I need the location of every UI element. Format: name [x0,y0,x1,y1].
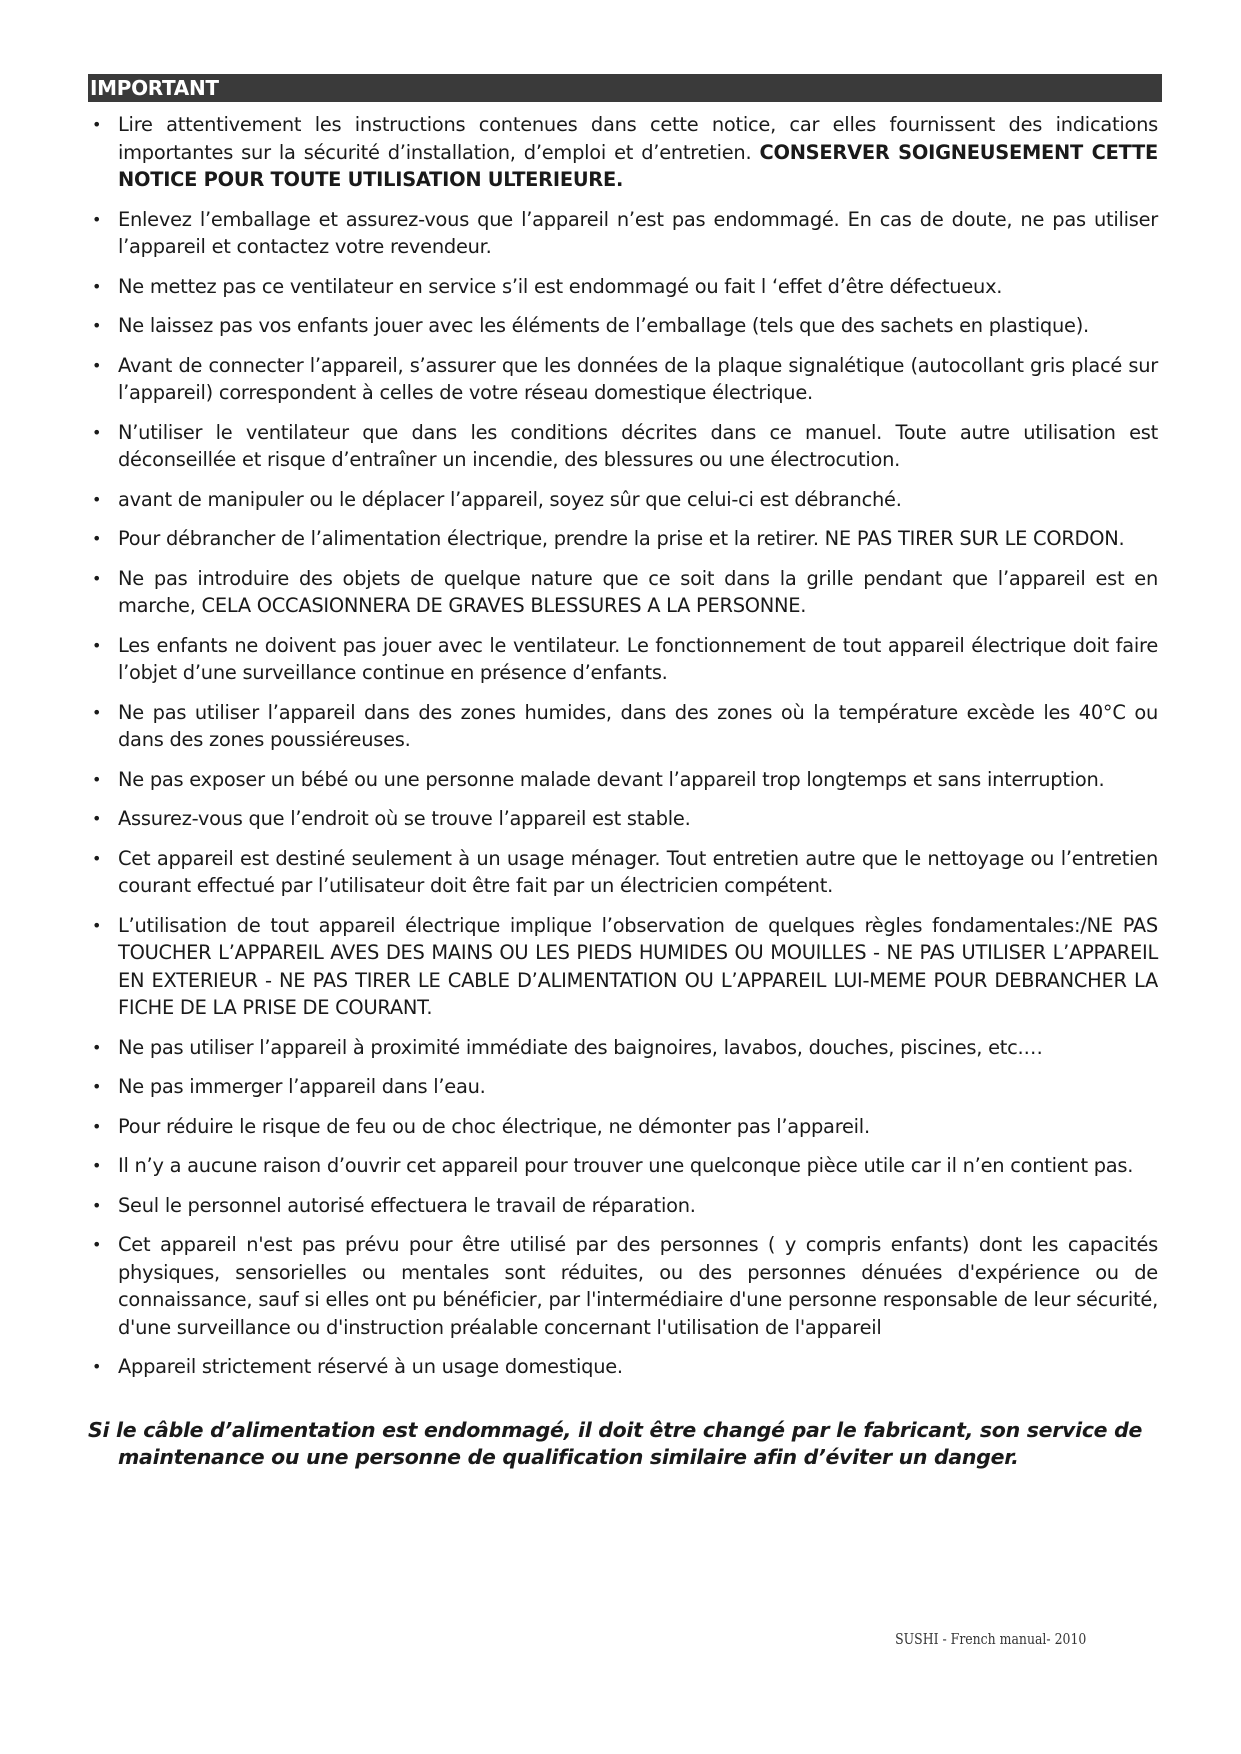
list-item-text: avant de manipuler ou le déplacer l’appareil, soyez sûr que celui-ci est débranché. [118,487,902,511]
list-item [88,912,1162,1022]
list-item-text: N’utiliser le ventilateur que dans les conditions décrites dans ce manuel. Toute autre utilisation est déconseillée et risque d’entraîner un incendie, des blessures ou une électrocution. [118,420,1158,471]
section-header: IMPORTANT [88,74,1162,102]
instruction-list [88,111,1162,1381]
list-item-text: Assurez-vous que l’endroit où se trouve l’appareil est stable. [118,807,691,830]
bullet-icon: • [92,809,102,828]
list-item [88,206,1162,261]
list-item-text: Seul le personnel autorisé effectuera le travail de réparation. [118,1193,696,1217]
list-item [88,1073,1162,1101]
bullet-icon: • [92,635,102,655]
list-item-text: L’utilisation de tout appareil électrique implique l’observation de quelques règles fondamentales:/NE PAS TOUCHER L’APPAREIL AVES DES MAINS OU LES PIEDS HUMIDES OU MOUILLES - NE PAS UTILISER L’APPAREIL EN EXTERIEUR - NE PAS TIRER LE CABLE D’ALIMENTATION OU L’APPAREIL LUI-MEME POUR DEBRANCHER LA FICHE DE LA PRISE DE COURANT. [118,913,1158,1019]
bullet-icon: • [92,769,102,789]
list-item-text: Cet appareil n'est pas prévu pour être utilisé par des personnes ( y compris enfants) dont les capacités physiques, sensorielles ou mentales sont réduites, ou des personnes dénuées d'expérience ou de connaissance, sauf si elles ont pu bénéficier, par l'intermédiaire d'une personne responsable de leur sécurité, d'une surveillance ou d'instruction préalable concernant l'utilisation de l'appareil [118,1233,1158,1339]
list-item-text: Il n’y a aucune raison d’ouvrir cet appareil pour trouver une quelconque pièce utile car il n’en contient pas. [118,1154,1134,1177]
list-item-text: Ne laissez pas vos enfants jouer avec les éléments de l’emballage (tels que des sachets en plastique). [118,314,1089,337]
bullet-icon: • [92,209,102,229]
list-item-text: Pour débrancher de l’alimentation électrique, prendre la prise et la retirer. NE PAS TIRER SUR LE CORDON. [118,527,1125,550]
bullet-icon: • [92,848,102,868]
bullet-icon: • [92,355,102,375]
list-item-text: Ne pas exposer un bébé ou une personne malade devant l’appareil trop longtemps et sans interruption. [118,767,1105,791]
list-item [88,805,1162,833]
bullet-icon: • [92,1077,102,1096]
bullet-icon: • [92,1037,102,1057]
list-item [88,525,1162,553]
list-item [88,1353,1162,1381]
list-item-text: Appareil strictement réservé à un usage domestique. [118,1355,623,1378]
bullet-icon: • [92,422,102,442]
list-item [88,419,1162,474]
bullet-icon: • [92,1195,102,1215]
bullet-icon: • [92,1235,102,1254]
list-item-text: Les enfants ne doivent pas jouer avec le ventilateur. Le fonctionnement de tout appareil électrique doit faire l’objet d’une surveillance continue en présence d’enfants. [118,633,1158,684]
bullet-icon: • [92,115,102,134]
bullet-icon: • [92,276,102,296]
list-item [88,699,1162,754]
list-item [88,1034,1162,1062]
list-item-text: Ne pas immerger l’appareil dans l’eau. [118,1075,486,1098]
list-item-text: Lire attentivement les instructions contenues dans cette notice, car elles fournissent des indications importantes sur la sécurité d’installation, d’emploi et d’entretien. [118,113,1158,164]
list-item-text: Ne pas utiliser l’appareil à proximité immédiate des baignoires, lavabos, douches, piscines, etc.… [118,1035,1043,1059]
list-item-text: Ne pas utiliser l’appareil dans des zones humides, dans des zones où la température excède les 40°C ou dans des zones poussiéreuses. [118,700,1158,751]
list-item [88,1113,1162,1141]
list-item [88,273,1162,301]
list-item [88,766,1162,794]
bullet-icon: • [92,1116,102,1136]
list-item [88,1152,1162,1180]
cable-warning: Si le câble d’alimentation est endommagé, il doit être changé par le fabricant, son service de maintenance ou une personne de qualification similaire afin d’éviter un danger. [88,1417,1143,1469]
bullet-icon: • [92,489,102,509]
list-item-text: Enlevez l’emballage et assurez-vous que l’appareil n’est pas endommagé. En cas de doute, ne pas utiliser l’appareil et contactez votre revendeur. [118,207,1158,258]
bullet-icon: • [92,702,102,722]
list-item-text: Ne pas introduire des objets de quelque nature que ce soit dans la grille pendant que l’appareil est en marche, CELA OCCASIONNERA DE GRAVES BLESSURES A LA PERSONNE. [118,566,1158,617]
list-item-text: Cet appareil est destiné seulement à un usage ménager. Tout entretien autre que le nettoyage ou l’entretien courant effectué par l’utilisateur doit être fait par un électricien compétent. [118,846,1158,897]
list-item [88,1231,1162,1341]
bullet-icon: • [92,915,102,935]
bullet-icon: • [92,1156,102,1175]
document-page [88,74,1162,1472]
list-item-text: Pour réduire le risque de feu ou de choc électrique, ne démonter pas l’appareil. [118,1114,870,1138]
list-item [88,632,1162,687]
bullet-icon: • [92,1357,102,1376]
list-item [88,845,1162,900]
list-item [88,352,1162,407]
list-item [88,565,1162,620]
bullet-icon: • [92,316,102,335]
bullet-icon: • [92,529,102,548]
page-footer: SUSHI - French manual- 2010 [894,1632,1086,1648]
list-item-text: Avant de connecter l’appareil, s’assurer que les données de la plaque signalétique (autocollant gris placé sur l’appareil) correspondent à celles de votre réseau domestique électrique. [118,353,1158,404]
list-item [88,312,1162,340]
list-item-emphasis: CONSERVER SOIGNEUSEMENT CETTE NOTICE POUR TOUTE UTILISATION ULTERIEURE. [118,140,1158,191]
bullet-icon: • [92,568,102,588]
list-item-text: Ne mettez pas ce ventilateur en service s’il est endommagé ou fait l ‘effet d’être défectueux. [118,274,1003,298]
list-item [88,1192,1162,1220]
list-item [88,111,1162,194]
list-item [88,486,1162,514]
